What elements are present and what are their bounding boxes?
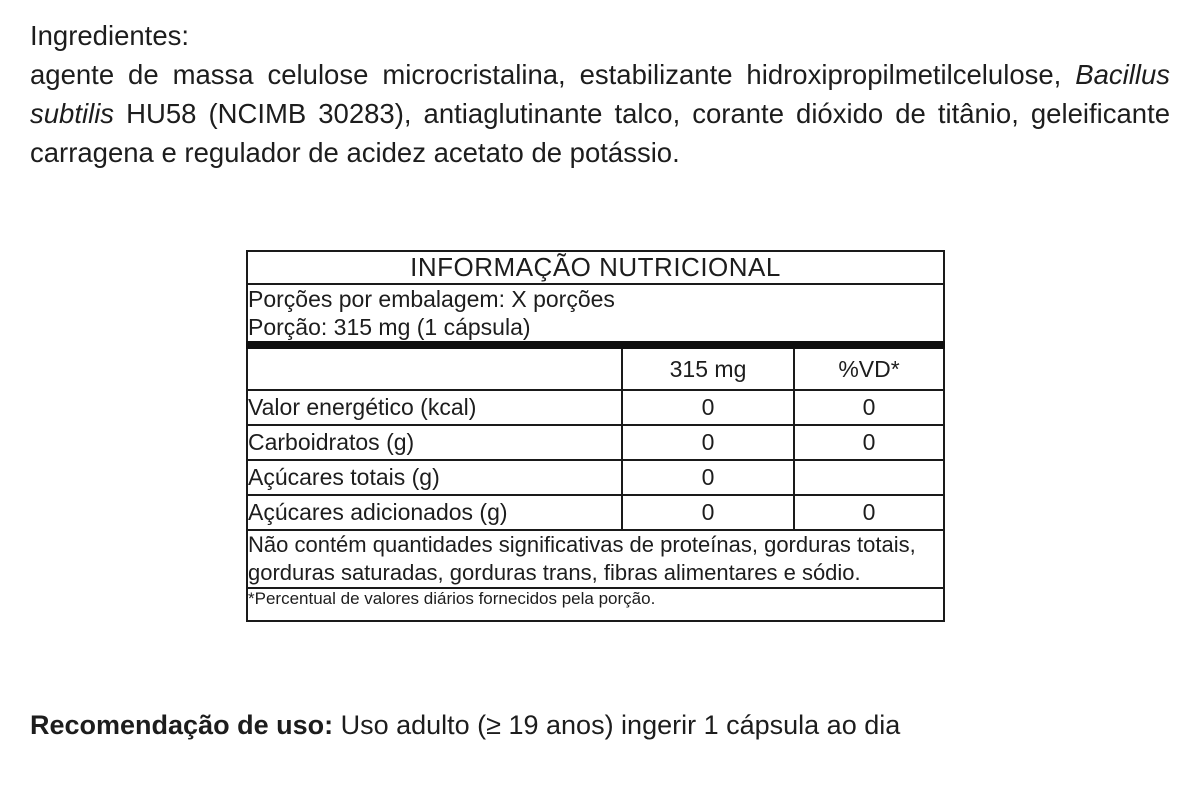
row-amount-value: 0 [622, 495, 794, 530]
ingredients-species-name-part2: subtilis [30, 98, 115, 129]
ingredients-text-part3: carragena e regulador de acidez acetato de potássio. [30, 137, 680, 168]
column-header-empty [247, 345, 622, 390]
footnote-row [247, 588, 944, 621]
table-title: INFORMAÇÃO NUTRICIONAL [247, 251, 944, 284]
column-header-amount: 315 mg [622, 345, 794, 390]
table-row [247, 425, 944, 460]
row-amount-value: 0 [622, 425, 794, 460]
table-row [247, 390, 944, 425]
table-row [247, 495, 944, 530]
row-amount-value: 0 [622, 390, 794, 425]
ingredients-line-2 [30, 94, 1170, 133]
row-label: Carboidratos (g) [247, 425, 622, 460]
ingredients-section [30, 16, 1170, 172]
serving-info-cell [247, 284, 944, 345]
usage-heading: Recomendação de uso: [30, 710, 334, 740]
row-label: Açúcares adicionados (g) [247, 495, 622, 530]
ingredients-line-1 [30, 55, 1170, 94]
row-label: Valor energético (kcal) [247, 390, 622, 425]
usage-recommendation [30, 710, 900, 741]
ingredients-heading: Ingredientes: [30, 20, 189, 51]
row-daily-value: 0 [794, 495, 944, 530]
serving-size: Porção: 315 mg (1 cápsula) [248, 314, 531, 340]
note-line-2: gorduras saturadas, gorduras trans, fibras alimentares e sódio. [248, 560, 861, 585]
serving-info-row [247, 284, 944, 345]
ingredients-text-part1: agente de massa celulose microcristalina, estabilizante hidroxipropilmetilcelulose, [30, 59, 1062, 90]
usage-text: Uso adulto (≥ 19 anos) ingerir 1 cápsula ao dia [340, 710, 901, 740]
no-significant-amounts-note [247, 530, 944, 588]
ingredients-line-3 [30, 133, 1170, 172]
row-daily-value: 0 [794, 390, 944, 425]
row-daily-value [794, 460, 944, 495]
ingredients-species-name-part1: Bacillus [1075, 59, 1171, 90]
servings-per-package: Porções por embalagem: X porções [248, 286, 615, 312]
row-label: Açúcares totais (g) [247, 460, 622, 495]
ingredients-text-part2: HU58 (NCIMB 30283), antiaglutinante talco, corante dióxido de titânio, geleificante [126, 98, 1171, 129]
row-daily-value: 0 [794, 425, 944, 460]
row-amount-value: 0 [622, 460, 794, 495]
note-line-1: Não contém quantidades significativas de proteínas, gorduras totais, [248, 532, 916, 557]
daily-value-footnote: *Percentual de valores diários fornecidos pela porção. [247, 588, 944, 621]
table-title-row [247, 251, 944, 284]
table-row [247, 460, 944, 495]
column-header-row [247, 345, 944, 390]
nutrition-table [246, 250, 945, 622]
column-header-daily-value: %VD* [794, 345, 944, 390]
no-significant-amounts-row [247, 530, 944, 588]
